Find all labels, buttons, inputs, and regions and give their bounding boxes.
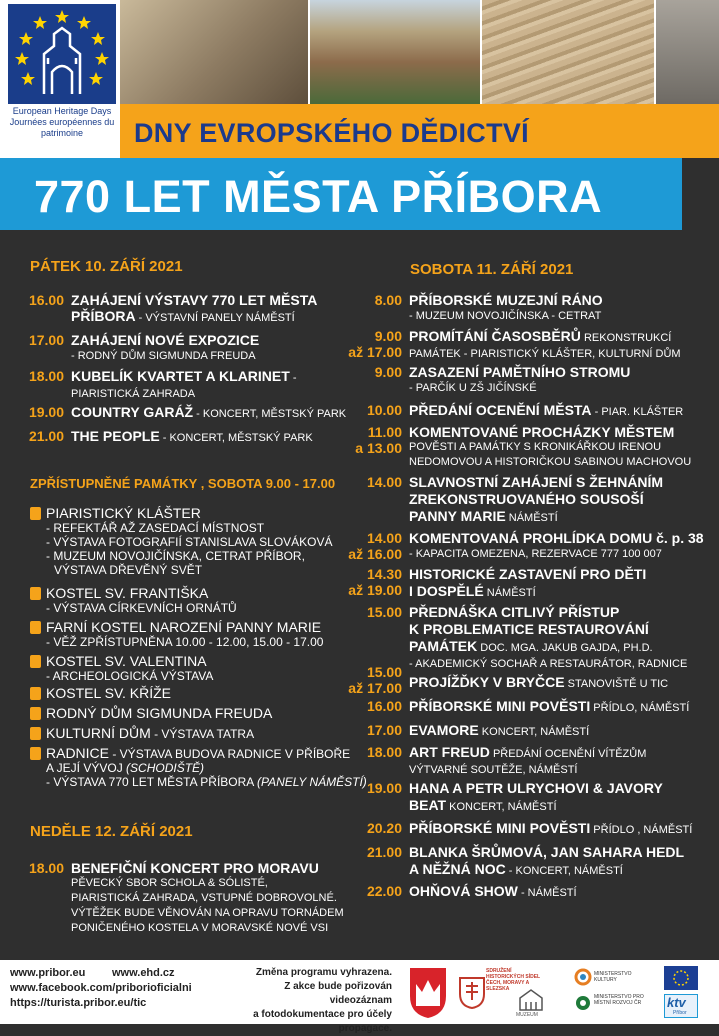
historic-towns-text: SDRUŽENÍ HISTORICKÝCH SÍDEL ČECH, MORAVY A SLEZSKA — [486, 968, 540, 992]
monument-note: - REFEKTÁŘ AŽ ZASEDACÍ MÍSTNOST — [46, 521, 265, 535]
council-of-europe-logo — [664, 966, 698, 990]
event-detail: - PIAR. KLÁŠTER — [591, 406, 684, 418]
event-title: ART FREUD — [409, 744, 490, 760]
event-detail: - KONCERT, MĚSTSKÝ PARK — [159, 432, 313, 444]
event-detail: VÝTĚŽEK BUDE VĚNOVÁN NA OPRAVU TORNÁDEM — [71, 907, 344, 919]
event-title-cont: ZREKONSTRUOVANÉHO SOUSOŠÍ — [409, 491, 644, 507]
monuments-heading: ZPŘÍSTUPNĚNÉ PAMÁTKY , SOBOTA 9.00 - 17.00 — [30, 476, 336, 491]
event-item — [71, 292, 317, 326]
event-detail: - PARČÍK U ZŠ JIČÍNSKÉ — [409, 382, 537, 394]
event-title: PROMÍTÁNÍ ČASOSBĚRŮ — [409, 328, 581, 344]
museum-text: MUZEUM — [516, 1012, 538, 1018]
time-end: až 16.00 — [348, 546, 402, 562]
event-item — [409, 883, 577, 901]
monument-note: VÝSTAVA DŘEVĚNÝ SVĚT — [54, 563, 203, 577]
photo-fresco — [120, 0, 308, 104]
monument-name: PIARISTICKÝ KLÁŠTER — [46, 505, 201, 521]
museum-icon — [518, 988, 544, 1012]
event-detail: - — [289, 372, 297, 384]
event-title: COUNTRY GARÁŽ — [71, 404, 194, 420]
monument-note: - MUZEUM NOVOJIČÍNSKA, CETRAT PŘÍBOR, — [46, 549, 305, 563]
monument-item — [30, 620, 323, 649]
event-item — [71, 368, 297, 402]
event-detail: REKONSTRUKCÍ — [580, 332, 672, 344]
event-title-cont: A NĚŽNÁ NOC — [409, 861, 506, 877]
event-detail: STANOVIŠTĚ U TIC — [564, 678, 669, 690]
event-detail: - VÝSTAVNÍ PANELY NÁMĚSTÍ — [135, 312, 295, 324]
event-time — [336, 328, 402, 360]
eu-caption-fr: Journées européennes du patrimoine — [9, 117, 115, 138]
subtitle: DNY EVROPSKÉHO DĚDICTVÍ — [134, 118, 529, 148]
event-title: PŘÍBORSKÉ MUZEJNÍ RÁNO — [409, 292, 603, 308]
crest-icon — [458, 976, 486, 1010]
note-line: Z akce bude pořizován videozáznam — [284, 981, 392, 1006]
event-time: 10.00 — [366, 402, 402, 418]
footer-note — [222, 966, 392, 1036]
event-item — [409, 566, 646, 602]
event-detail: NÁMĚSTÍ — [505, 512, 558, 524]
event-title: BENEFIČNÍ KONCERT PRO MORAVU — [71, 860, 319, 876]
event-time: 20.20 — [366, 820, 402, 836]
event-time: 15.00 — [366, 604, 402, 620]
event-item — [71, 428, 313, 446]
ministries-logos — [572, 966, 652, 1020]
event-item — [71, 860, 344, 936]
event-detail: PIARISTICKÁ ZAHRADA — [71, 388, 196, 400]
event-item — [409, 698, 689, 716]
event-title: KOMENTOVANÉ PROCHÁZKY MĚSTEM — [409, 424, 675, 440]
ministry-regional-icon — [574, 994, 592, 1012]
eu-heritage-logo — [8, 4, 116, 104]
monument-name: KOSTEL SV. KŘÍŽE — [46, 685, 172, 701]
monument-item — [30, 586, 237, 615]
event-title: OHŇOVÁ SHOW — [409, 883, 518, 899]
event-time: 21.00 — [366, 844, 402, 860]
house-icon — [30, 727, 41, 740]
pribor-coat-of-arms-icon — [408, 966, 448, 1020]
monument-name: RADNICE — [46, 745, 110, 761]
ministry-culture-icon — [574, 968, 592, 986]
event-detail: POVĚSTI A PAMÁTKY S KRONIKÁŘKOU IRENOU — [409, 441, 662, 453]
event-time — [336, 530, 402, 562]
historic-towns-logo — [456, 966, 546, 1020]
event-title-cont: PANNY MARIE — [409, 508, 506, 524]
sunday-heading: NEDĚLE 12. ZÁŘÍ 2021 — [30, 823, 193, 840]
event-detail: KONCERT, NÁMĚSTÍ — [478, 726, 590, 738]
event-item — [409, 474, 663, 527]
page-title: 770 LET MĚSTA PŘÍBORA — [34, 171, 603, 222]
event-title: PŘEDÁNÍ OCENĚNÍ MĚSTA — [409, 402, 592, 418]
event-detail: NEDOMOVOU A HISTORIČKOU SABINOU MACHOVOU — [409, 456, 692, 468]
event-detail: DOC. MGA. JAKUB GAJDA, PH.D. — [477, 642, 653, 654]
event-item — [71, 332, 259, 364]
event-title: HANA A PETR ULRYCHOVI & JAVORY — [409, 780, 663, 796]
event-detail: PŘEDÁNÍ OCENĚNÍ VÍTĚZŮM — [489, 748, 647, 760]
event-time: 21.00 — [28, 428, 64, 444]
monument-name: RODNÝ DŮM SIGMUNDA FREUDA — [46, 705, 273, 721]
time-end: až 19.00 — [348, 582, 402, 598]
event-title: THE PEOPLE — [71, 428, 160, 444]
monument-note: - ARCHEOLOGICKÁ VÝSTAVA — [46, 669, 214, 683]
monument-name: KULTURNÍ DŮM — [46, 725, 151, 741]
event-time: 18.00 — [28, 368, 64, 384]
event-time: 16.00 — [366, 698, 402, 714]
monument-name: KOSTEL SV. VALENTINA — [46, 653, 207, 669]
event-title-cont: PŘÍBORA — [71, 308, 136, 324]
photo-freud-bust — [656, 0, 719, 104]
time-start: 15.00 — [366, 664, 402, 680]
event-detail: PIARISTICKÁ ZAHRADA, VSTUPNÉ DOBROVOLNÉ. — [71, 892, 337, 904]
event-time: 14.00 — [366, 474, 402, 490]
ktv-subtext: Příbor — [673, 1010, 687, 1016]
event-title: ZASAZENÍ PAMĚTNÍHO STROMU — [409, 364, 631, 380]
event-item — [409, 604, 687, 671]
link-pribor[interactable]: www.pribor.eu — [10, 967, 86, 979]
monument-item — [30, 506, 333, 577]
monument-item — [30, 746, 367, 789]
event-title-cont: I DOSPĚLÉ — [409, 583, 484, 599]
event-title: PŘÍBORSKÉ MINI POVĚSTI — [409, 698, 591, 714]
photo-town-aerial — [310, 0, 480, 104]
time-end: a 13.00 — [355, 440, 402, 456]
event-time: 19.00 — [366, 780, 402, 796]
church-icon — [30, 687, 41, 700]
event-item — [409, 364, 630, 396]
event-item — [71, 404, 346, 422]
event-item — [409, 328, 681, 362]
event-time: 18.00 — [28, 860, 64, 876]
photo-texture — [482, 0, 654, 104]
monument-note: - VÝSTAVA BUDOVA RADNICE V PŘÍBOŘE — [109, 747, 351, 761]
event-item — [409, 530, 704, 562]
event-detail: NÁMĚSTÍ — [483, 587, 536, 599]
saturday-heading: SOBOTA 11. ZÁŘÍ 2021 — [410, 261, 574, 278]
event-detail: - RODNÝ DŮM SIGMUNDA FREUDA — [71, 350, 256, 362]
friday-heading: PÁTEK 10. ZÁŘÍ 2021 — [30, 258, 183, 275]
event-title: KOMENTOVANÁ PROHLÍDKA DOMU č. p. 38 — [409, 530, 704, 546]
event-item — [409, 744, 646, 778]
time-end: až 17.00 — [348, 680, 402, 696]
event-item — [409, 722, 589, 740]
monument-item — [30, 726, 254, 741]
time-start: 14.00 — [366, 530, 402, 546]
event-time: 17.00 — [366, 722, 402, 738]
note-line: Změna programu vyhrazena. — [255, 967, 392, 978]
event-detail: PAMÁTEK - PIARISTICKÝ KLÁŠTER, KULTURNÍ DŮM — [409, 348, 681, 360]
event-time: 19.00 — [28, 404, 64, 420]
event-title: PROJÍŽĎKY V BRYČCE — [409, 674, 565, 690]
event-detail: VÝTVARNÉ SOUTĚŽE, NÁMĚSTÍ — [409, 764, 578, 776]
time-start: 9.00 — [374, 328, 402, 344]
time-start: 14.30 — [366, 566, 402, 582]
event-time: 9.00 — [374, 364, 402, 380]
town-hall-icon — [30, 747, 41, 760]
event-detail: - KONCERT, NÁMĚSTÍ — [505, 865, 623, 877]
monument-note: - VĚŽ ZPŘÍSTUPNĚNA 10.00 - 12.00, 15.00 - 17.00 — [46, 635, 324, 649]
event-title-cont: PAMÁTEK — [409, 638, 478, 654]
event-detail: - AKADEMICKÝ SOCHAŘ A RESTAURÁTOR, RADNICE — [409, 658, 688, 670]
event-time — [336, 566, 402, 598]
event-detail: PONIČENÉHO KOSTELA V MORAVSKÉ NOVÉ VSI — [71, 922, 329, 934]
house-icon — [30, 707, 41, 720]
event-title: HISTORICKÉ ZASTAVENÍ PRO DĚTI — [409, 566, 647, 582]
church-icon — [30, 507, 41, 520]
event-title: EVAMORE — [409, 722, 479, 738]
monument-item — [30, 706, 272, 721]
ministry-culture-text: MINISTERSTVO KULTURY — [594, 971, 632, 983]
event-item — [409, 402, 683, 420]
church-icon — [30, 587, 41, 600]
church-icon — [30, 655, 41, 668]
event-detail: - KONCERT, MĚSTSKÝ PARK — [193, 408, 347, 420]
monument-name: FARNÍ KOSTEL NAROZENÍ PANNY MARIE — [46, 619, 322, 635]
event-time: 8.00 — [374, 292, 402, 308]
monument-item — [30, 686, 171, 701]
eu-caption — [4, 106, 120, 139]
event-detail: KONCERT, NÁMĚSTÍ — [446, 801, 557, 813]
footer — [0, 960, 719, 1034]
church-icon — [30, 621, 41, 634]
link-tic[interactable]: https://turista.pribor.eu/tic — [10, 997, 147, 1009]
event-item — [409, 424, 691, 470]
header — [0, 0, 719, 178]
event-title-cont: BEAT — [409, 797, 447, 813]
title-banner — [0, 158, 719, 230]
monument-note: - VÝSTAVA CÍRKEVNÍCH ORNÁTŮ — [46, 601, 237, 615]
event-detail: PŘÍDLO, NÁMĚSTÍ — [590, 702, 690, 714]
event-item — [409, 674, 668, 692]
event-title: BLANKA ŠRŮMOVÁ, JAN SAHARA HEDL — [409, 844, 685, 860]
event-detail: - KAPACITA OMEZENA, REZERVACE 777 100 007 — [409, 548, 662, 560]
link-facebook[interactable]: www.facebook.com/priborioficialni — [10, 982, 192, 994]
event-detail: PĚVECKÝ SBOR SCHOLA & SÓLISTÉ, — [71, 877, 268, 889]
event-title: KUBELÍK KVARTET A KLARINET — [71, 368, 290, 384]
event-detail: PŘÍDLO , NÁMĚSTÍ — [590, 824, 693, 836]
event-detail: - NÁMĚSTÍ — [517, 887, 577, 899]
eu-caption-en: European Heritage Days — [12, 106, 112, 116]
event-item — [409, 780, 663, 816]
event-item — [409, 844, 684, 880]
event-time: 16.00 — [28, 292, 64, 308]
event-detail: - MUZEUM NOVOJIČÍNSKA - CETRAT — [409, 310, 602, 322]
ktv-logo — [664, 994, 698, 1018]
title-stripe — [682, 158, 719, 230]
event-item — [409, 292, 603, 324]
ministry-regional-text: MINISTERSTVO PRO MÍSTNÍ ROZVOJ ČR — [594, 994, 644, 1006]
monument-note: - VÝSTAVA TATRA — [150, 727, 255, 741]
monument-note: - VÝSTAVA FOTOGRAFIÍ STANISLAVA SLOVÁKOVÁ — [46, 535, 333, 549]
event-title: ZAHÁJENÍ VÝSTAVY 770 LET MĚSTA — [71, 292, 318, 308]
event-title: SLAVNOSTNÍ ZAHÁJENÍ S ŽEHNÁNÍM — [409, 474, 664, 490]
event-time — [336, 424, 402, 456]
event-time — [336, 664, 402, 696]
ktv-text: ktv — [667, 995, 686, 1010]
event-title-cont: K PROBLEMATICE RESTAUROVÁNÍ — [409, 621, 649, 637]
monument-name: KOSTEL SV. FRANTIŠKA — [46, 585, 209, 601]
subtitle-banner — [120, 104, 719, 158]
monument-note: - VÝSTAVA 770 LET MĚSTA PŘÍBORA (PANELY NÁMĚSTÍ) — [46, 775, 367, 789]
event-title: PŘEDNÁŠKA CITLIVÝ PŘÍSTUP — [409, 604, 620, 620]
eu-stars-icon — [8, 4, 116, 104]
event-item — [409, 820, 692, 838]
eu-flag-icon — [664, 966, 698, 990]
note-line: a fotodokumentace pro účely propagace. — [253, 1009, 392, 1034]
time-end: až 17.00 — [348, 344, 402, 360]
event-title: ZAHÁJENÍ NOVÉ EXPOZICE — [71, 332, 260, 348]
event-time: 18.00 — [366, 744, 402, 760]
monument-note: A JEJÍ VÝVOJ (SCHODIŠTĚ) — [46, 761, 205, 775]
monument-item — [30, 654, 213, 683]
time-start: 11.00 — [367, 424, 402, 440]
link-ehd[interactable]: www.ehd.cz — [112, 967, 175, 979]
event-title: PŘÍBORSKÉ MINI POVĚSTI — [409, 820, 591, 836]
event-time: 22.00 — [366, 883, 402, 899]
event-time: 17.00 — [28, 332, 64, 348]
photo-strip — [120, 0, 719, 104]
